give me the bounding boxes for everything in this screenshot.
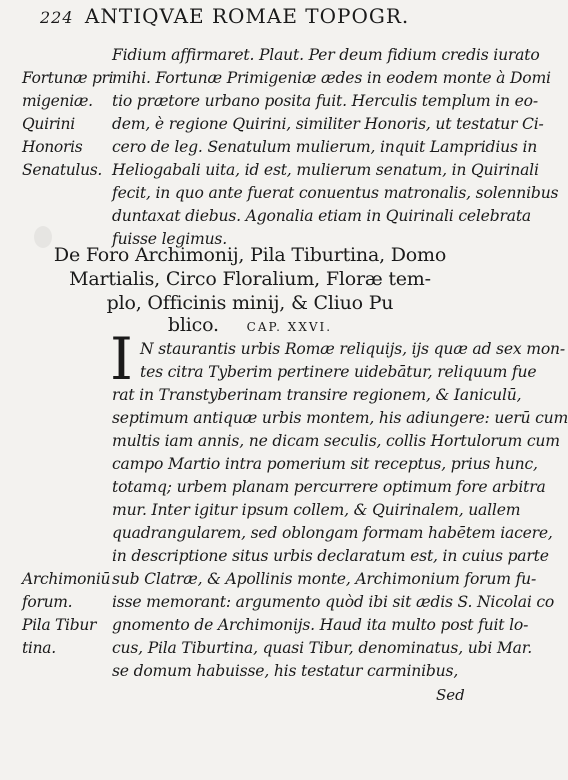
running-header [40,4,409,28]
body-line: mur. Inter igitur ipsum collem, & Quirinalem, uallem [112,501,521,519]
body-line: in descriptione situs urbis declaratum est, in cuius parte [112,547,549,565]
body-line: multis iam annis, ne dicam seculis, collis Hortulorum cum [112,432,560,450]
body-line: fecit, in quo ante fuerat conuentus matronalis, solennibus [112,184,559,202]
body-line: cero de leg. Senatulum mulierum, inquit Lampridius in [112,138,538,156]
body-line: fuisse legimus. [112,230,227,248]
body-line: rat in Transtyberinam transire regionem, & Ianiculū, [112,386,522,404]
body-line: gnomento de Archimonijs. Haud ita multo post fuit lo- [112,616,529,634]
margin-note: Pila Tibur [22,616,97,634]
body-line: septimum antiquæ urbis montem, his adiungere: uerū cum [112,409,568,427]
margin-note: Fortunæ pri [22,69,114,87]
body-line: totamq; urbem planam percurrere optimum fore arbitra [112,478,546,496]
margin-note: tina. [22,639,56,657]
margin-note: migeniæ. [22,92,93,110]
catchword: Sed [436,686,465,704]
chapter-heading-line: plo, Officinis minij, & Cliuo Pu [106,292,394,314]
page-number: 224 [40,8,74,27]
drop-cap: I [110,325,133,393]
body-line: N staurantis urbis Romæ reliquijs, ijs quæ ad sex mon- [140,340,565,358]
body-line: isse memorant: argumento quòd ibi sit ædis S. Nicolai co [112,593,555,611]
body-line: dem, è regione Quirini, similiter Honoris, ut testatur Ci- [112,115,544,133]
body-line: cus, Pila Tiburtina, quasi Tibur, denominatus, ubi Mar. [112,639,533,657]
body-line: Heliogabali uita, id est, mulierum senatum, in Quirinali [112,161,539,179]
chapter-heading-line: De Foro Archimonij, Pila Tiburtina, Domo [53,244,447,266]
body-line: mihi. Fortunæ Primigeniæ ædes in eodem monte à Domi [112,69,551,87]
margin-note: Honoris [22,138,83,156]
body-line: quadrangularem, sed oblongam formam habētem iacere, [112,524,553,542]
running-title: ANTIQVAE ROMAE TOPOGR. [84,4,410,28]
chapter-heading-end: blico. [167,314,219,336]
body-line: sub Clatræ, & Apollinis monte, Archimonium forum fu- [112,570,537,588]
chapter-heading-last [0,314,500,336]
body-line: tes citra Tyberim pertinere uidebātur, reliquum fue [140,363,537,381]
margin-note: Quirini [22,115,75,133]
chapter-number: CAP. XXVI. [246,320,333,334]
chapter-heading-line: Martialis, Circo Floralium, Floræ tem- [69,268,431,290]
margin-note: Archimoniū [22,570,111,588]
body-line: duntaxat diebus. Agonalia etiam in Quirinali celebrata [112,207,531,225]
body-line: tio prætore urbano posita fuit. Herculis templum in eo- [112,92,538,110]
body-line: campo Martio intra pomerium sit receptus, prius hunc, [112,455,538,473]
margin-note: Senatulus. [22,161,103,179]
margin-note: forum. [22,593,73,611]
body-line: Fidium affirmaret. Plaut. Per deum fidium credis iurato [112,46,540,64]
body-line: se domum habuisse, his testatur carminibus, [112,662,459,680]
